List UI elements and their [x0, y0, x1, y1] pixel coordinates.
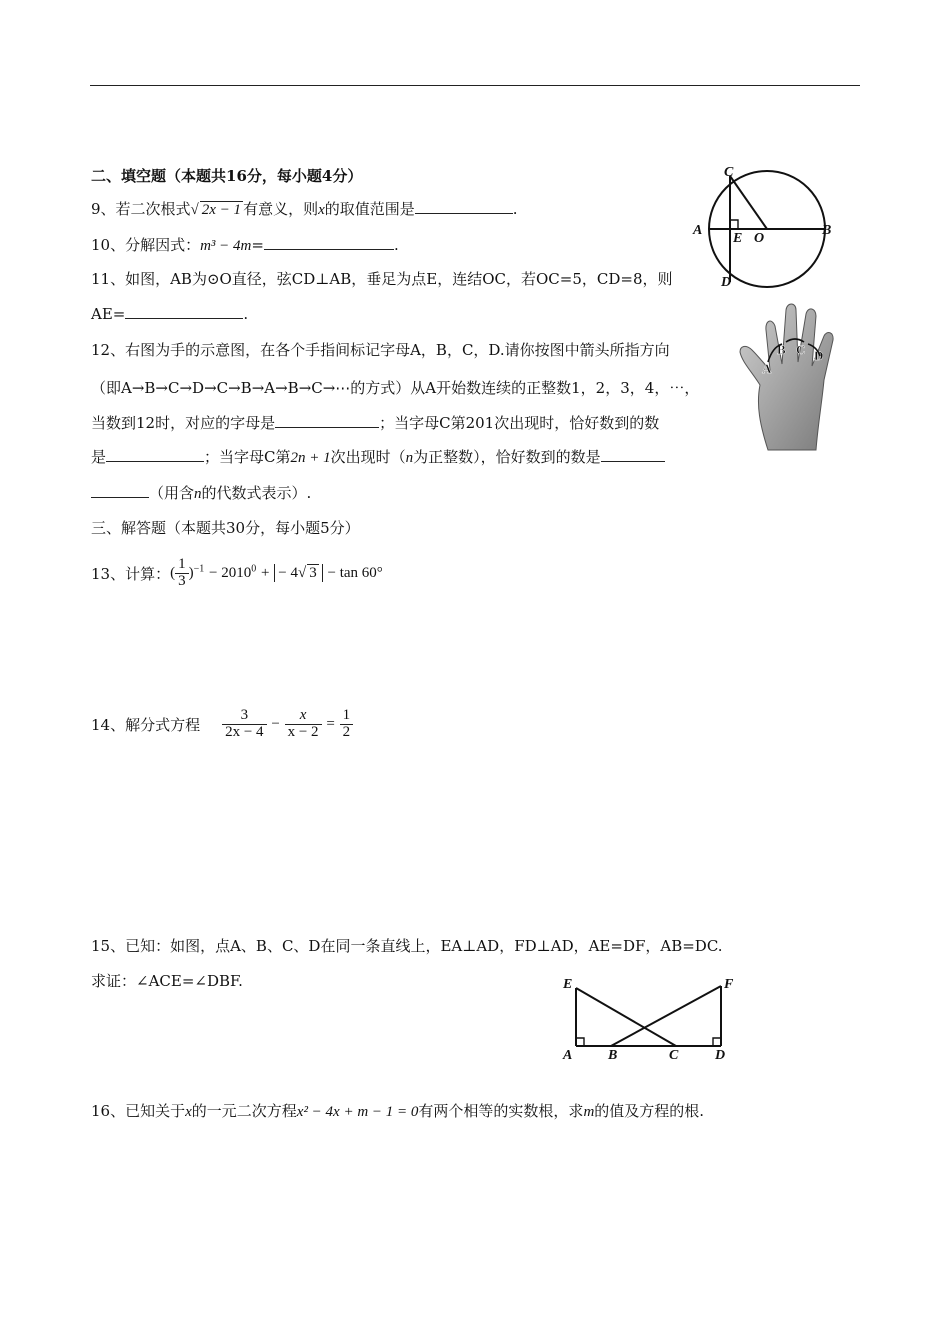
- circle-figure: [690, 162, 840, 292]
- answer-blank-11[interactable]: [125, 304, 243, 319]
- fraction-1: $\frac{3}{2x - 4}$: [222, 708, 266, 741]
- absolute-value: − 4√ 3: [274, 564, 322, 582]
- answer-blank-12c-cont[interactable]: [91, 483, 149, 498]
- question-16: 16、已知关于x的一元二次方程x² − 4x + m − 1 = 0有两个相等的实数根，求m的值及方程的根.: [91, 1102, 705, 1120]
- hand-label-d: D: [814, 348, 824, 363]
- hand-figure: [738, 300, 846, 454]
- hand-label-c: C: [796, 342, 806, 357]
- label-e: E: [733, 231, 743, 246]
- tri-label-f: F: [724, 977, 734, 992]
- right-angle-a: [576, 1038, 584, 1046]
- hand-label-b: B: [777, 342, 786, 357]
- hand-silhouette: [740, 304, 833, 450]
- answer-blank-12c[interactable]: [601, 447, 665, 462]
- answer-blank-10[interactable]: [264, 235, 394, 250]
- right-angle-d: [713, 1038, 721, 1046]
- label-a: A: [693, 223, 703, 238]
- label-d: D: [721, 275, 732, 290]
- question-12-line3: 当数到12时，对应的字母是 ；当字母C第201次出现时，恰好数到的数: [91, 414, 660, 432]
- question-13: 13、计算：( $\frac{1}{3}$ )$^{-1} - 2010^0$ + − 4√ 3 − tan 60°: [91, 556, 383, 589]
- question-12-line2: （即A→B→C→D→C→B→A→B→C→⋯的方式）从A开始数连续的正整数1，2，3，4，⋯，: [91, 379, 700, 397]
- question-15-line1: 15、已知：如图，点A、B、C、D在同一条直线上，EA⊥AD，FD⊥AD，AE=DF，AB=DC.: [91, 937, 723, 955]
- tri-label-a: A: [563, 1048, 573, 1063]
- tri-label-d: D: [715, 1048, 726, 1063]
- question-11-line2: AE= .: [91, 305, 249, 323]
- question-12-line4: 是 ；当字母C第2n + 1次出现时（n为正整数），恰好数到的数是: [91, 446, 665, 467]
- answer-blank-12b[interactable]: [106, 447, 204, 462]
- answer-blank-9[interactable]: [415, 199, 513, 214]
- segment-fb: [611, 986, 721, 1046]
- section3-heading: 三、解答题（本题共30分，每小题5分）: [91, 519, 360, 537]
- fraction-2: $\frac{x}{x - 2}$: [285, 708, 322, 741]
- segment-oc: [730, 176, 767, 229]
- right-angle-mark: [730, 220, 738, 229]
- question-15-line2: 求证：∠ACE=∠DBF.: [91, 972, 243, 990]
- label-o: O: [754, 231, 765, 246]
- tri-label-b: B: [608, 1048, 618, 1063]
- label-c: C: [724, 165, 734, 180]
- tri-label-e: E: [563, 977, 573, 992]
- fraction-one-third: $\frac{1}{3}$: [175, 557, 189, 590]
- question-12-line1: 12、右图为手的示意图，在各个手指间标记字母A，B，C，D.请你按图中箭头所指方向: [91, 341, 670, 359]
- fraction-3: $\frac{1}{2}$: [340, 708, 354, 741]
- triangle-figure: [560, 972, 740, 1064]
- hand-label-a: A: [762, 361, 772, 376]
- label-b: B: [822, 223, 832, 238]
- question-11-line1: 11、如图，AB为⊙O直径，弦CD⊥AB，垂足为点E，连结OC，若OC=5，CD=8，则: [91, 270, 673, 288]
- radical: √ 2x − 1: [190, 202, 242, 218]
- answer-blank-12a[interactable]: [275, 413, 379, 428]
- question-10: 10、分解因式：m³ − 4m= .: [91, 236, 399, 254]
- section2-heading: 二、填空题（本题共16分，每小题4分）: [91, 167, 363, 185]
- question-12-line5: （用含n的代数式表示）.: [91, 482, 311, 503]
- header-rule: [90, 85, 860, 86]
- question-14: 14、解分式方程 $\frac{3}{2x - 4}$ − $\frac{x}{x - 2}$ = $\frac{1}{2}$: [91, 708, 353, 741]
- tri-label-c: C: [669, 1048, 679, 1063]
- question-9: 9、若二次根式√ 2x − 1 有意义，则x的取值范围是 .: [91, 200, 518, 218]
